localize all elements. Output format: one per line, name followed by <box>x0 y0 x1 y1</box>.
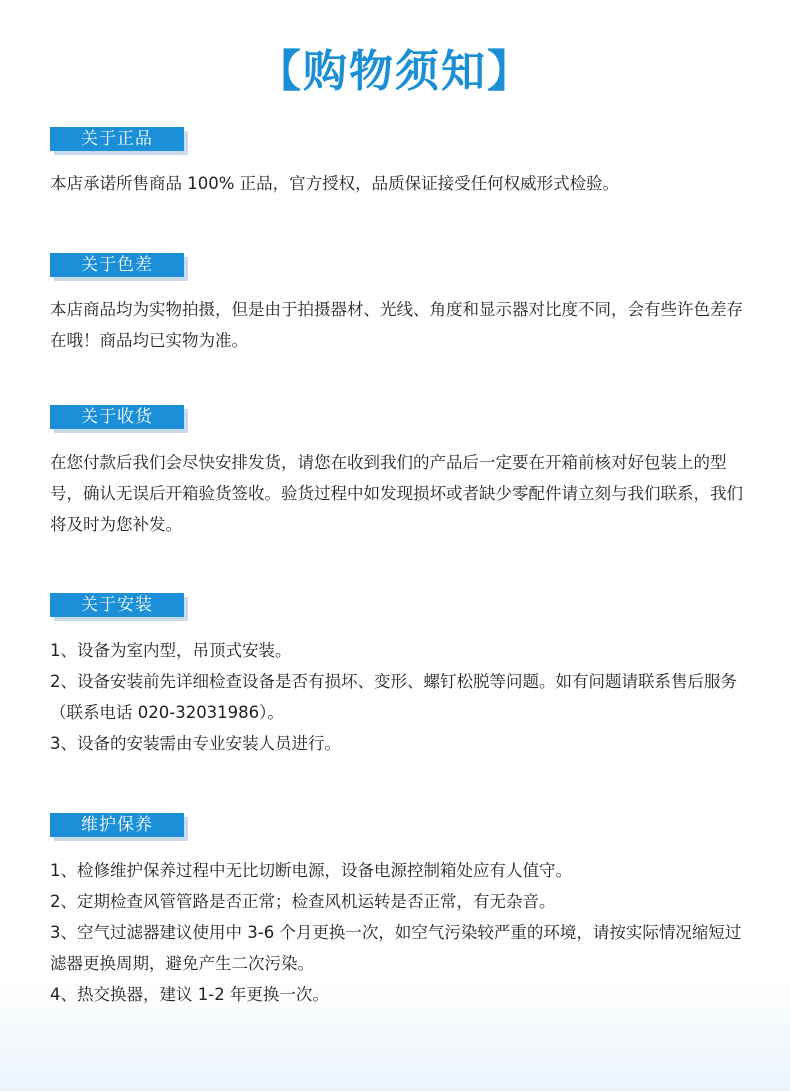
section-line: 2、定期检查风管管路是否正常；检查风机运转是否正常，有无杂音。 <box>50 892 556 911</box>
section-line: 本店承诺所售商品 100% 正品，官方授权，品质保证接受任何权威形式检验。 <box>50 174 620 193</box>
section-heading-badge <box>50 813 188 841</box>
section-receiving <box>50 405 750 540</box>
section-body <box>50 447 750 540</box>
section-heading-badge <box>50 127 188 155</box>
section-color-difference <box>50 253 750 356</box>
section-line: 1、设备为室内型，吊顶式安装。 <box>50 641 292 660</box>
section-heading-badge <box>50 593 188 621</box>
section-line: 4、热交换器，建议 1-2 年更换一次。 <box>50 985 329 1004</box>
section-body <box>50 168 750 199</box>
section-heading: 关于正品 <box>50 127 184 151</box>
section-heading: 关于收货 <box>50 405 184 429</box>
section-heading: 维护保养 <box>50 813 184 837</box>
section-line: 在您付款后我们会尽快安排发货，请您在收到我们的产品后一定要在开箱前核对好包装上的型号，确认无误后开箱验货签收。验货过程中如发现损坏或者缺少零配件请立刻与我们联系，我们将及时为您补发。 <box>50 453 743 534</box>
section-body <box>50 855 750 1010</box>
section-maintenance <box>50 813 750 1010</box>
page-title: 【购物须知】 <box>257 46 533 97</box>
section-heading-badge <box>50 405 188 433</box>
section-body <box>50 635 750 759</box>
section-installation <box>50 593 750 759</box>
section-heading-badge <box>50 253 188 281</box>
section-line: 2、设备安装前先详细检查设备是否有损坏、变形、螺钉松脱等问题。如有问题请联系售后服务（联系电话 020-32031986）。 <box>50 672 737 722</box>
section-heading: 关于安装 <box>50 593 184 617</box>
section-line: 1、检修维护保养过程中无比切断电源，设备电源控制箱处应有人值守。 <box>50 861 572 880</box>
section-line: 3、空气过滤器建议使用中 3-6 个月更换一次，如空气污染较严重的环境，请按实际情况缩短过滤器更换周期，避免产生二次污染。 <box>50 923 742 973</box>
section-body <box>50 294 750 356</box>
section-authenticity <box>50 127 750 199</box>
section-line: 3、设备的安装需由专业安装人员进行。 <box>50 734 341 753</box>
section-line: 本店商品均为实物拍摄，但是由于拍摄器材、光线、角度和显示器对比度不同，会有些许色差存在哦！商品均已实物为准。 <box>50 300 743 350</box>
section-heading: 关于色差 <box>50 253 184 277</box>
